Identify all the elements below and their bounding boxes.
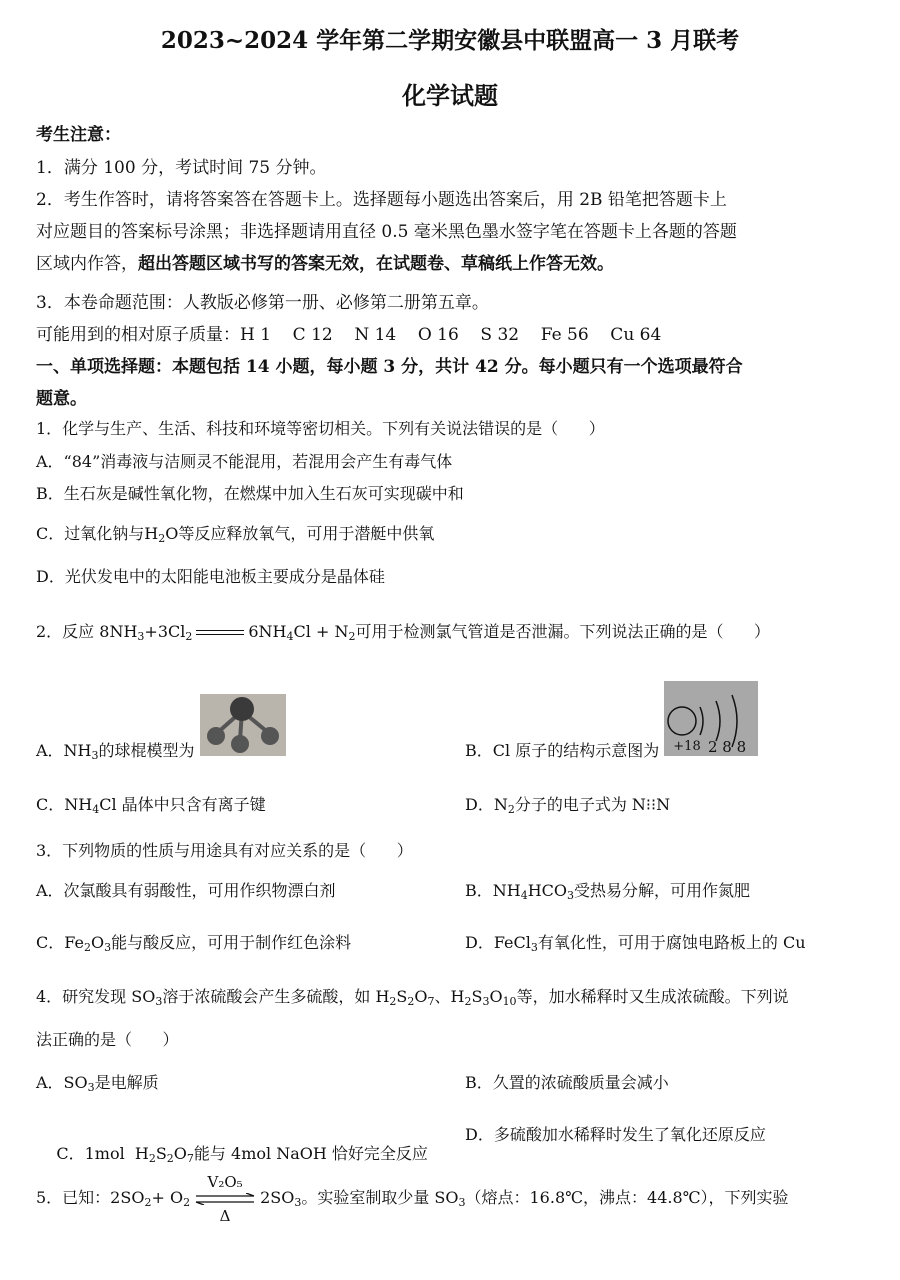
section-1-heading-line-1: 一、单项选择题：本题包括 14 小题，每小题 3 分，共计 42 分。每小题只有一个选项最符合 [36,357,743,377]
q4-c-text: C．1mol H [56,1144,149,1163]
notice-item-2-text: 区域内作答， [36,254,138,274]
q3-c-text: 能与酸反应，可用于制作红色涂料 [111,933,352,952]
q5-stem-part: 2SO [260,1188,295,1207]
q3-option-d [465,930,806,953]
q4-sub: 7 [427,995,435,1008]
notice-item-2-warning: 超出答题区域书写的答案无效，在试题卷、草稿纸上作答无效。 [138,254,614,274]
q3-stem: 3．下列物质的性质与用途具有对应关系的是（ ） [36,841,413,860]
q4-sub: 2 [407,995,415,1008]
q4-a-text: 是电解质 [94,1073,159,1092]
q3-option-b [465,878,750,901]
cl-atom-structure-image [664,681,758,788]
q3-sub: 2 [83,941,91,954]
cl-nucleus-label: +18 [673,739,701,754]
q2-b-text: B．Cl 原子的结构示意图为 [465,741,660,760]
reversible-arrow [194,1173,256,1225]
q3-c-text: O [90,933,105,952]
q2-sub: 3 [91,749,99,762]
q4-stem-part: O [489,987,503,1006]
q2-d-text: D．N [465,795,508,814]
q5-stem-part: 。实验室制取少量 SO [301,1188,459,1207]
q2-a-text: 的球棍模型为 [98,741,195,760]
notice-item-2-line-1: 2．考生作答时，请将答案答在答题卡上。选择题每小题选出答案后，用 2B 铅笔把答题卡上 [36,190,727,210]
q4-c-text: 能与 4mol NaOH 恰好完全反应 [193,1144,428,1163]
notice-heading: 考生注意： [36,125,121,145]
q3-d-text: 有氧化性，可用于腐蚀电路板上的 Cu [537,933,806,952]
q3-b-text: 受热易分解，可用作氮肥 [574,881,751,900]
q5-stem-part: （熔点：16.8℃，沸点：44.8℃），下列实验 [465,1188,789,1207]
q4-stem-part: 、H [434,987,465,1006]
q3-b-text: B．NH [465,881,521,900]
q4-sub: 2 [166,1152,174,1165]
q2-sub: 3 [137,630,145,643]
q3-sub: 4 [520,889,528,902]
q4-c-text: S [155,1144,167,1163]
q4-stem-part: 4．研究发现 SO [36,987,156,1006]
q2-sub: 2 [507,803,515,816]
q4-sub: 2 [148,1152,156,1165]
exam-title: 2023~2024 学年第二学期安徽县中联盟高一 3 月联考 [160,27,740,54]
q2-option-a [36,694,286,782]
q1-formula-o: O [165,524,179,543]
notice-item-2-line-2: 对应题目的答案标号涂黑；非选择题请用直径 0.5 毫米黑色墨水签字笔在答题卡上各题的答题 [36,222,737,242]
q4-a-text: A．SO [36,1073,88,1092]
q4-sub: 10 [502,995,517,1008]
q2-option-c [36,792,266,815]
q3-sub: 3 [104,941,112,954]
atomic-mass-list: 可能用到的相对原子质量：H 1 C 12 N 14 O 16 S 32 Fe 56 Cu 64 [36,325,662,345]
q4-sub: 3 [482,995,490,1008]
q1-formula-sub: 2 [158,532,166,545]
q2-c-text: C．NH [36,795,93,814]
cl-shell-electrons: 2 8 8 [708,738,747,756]
q1-option-d: D．光伏发电中的太阳能电池板主要成分是晶体硅 [36,567,385,586]
q4-option-a [36,1070,159,1093]
q4-stem-part: 溶于浓硫酸会产生多硫酸，如 H [162,987,390,1006]
q3-sub: 3 [567,889,575,902]
q4-stem-part: S [471,987,483,1006]
q3-c-text: C．Fe [36,933,84,952]
catalyst-label: V₂O₅ [207,1172,243,1191]
q2-d-text: 分子的电子式为 N⁝⁝N [514,795,671,814]
q4-option-d: D．多硫酸加水稀释时发生了氧化还原反应 [465,1125,766,1144]
q2-sub: 4 [286,630,294,643]
q3-b-text: HCO [527,881,568,900]
q4-stem-part: O [414,987,428,1006]
q2-stem-part: 6NH [248,622,287,641]
q4-stem-line-2: 法正确的是（ ） [36,1030,179,1049]
q3-sub: 3 [530,941,538,954]
q1-option-c [36,521,434,544]
q4-sub: 3 [155,995,163,1008]
ball-stick-model-image [200,694,286,782]
q2-option-d [465,792,670,815]
q5-stem-part: + O [151,1188,184,1207]
q2-sub: 4 [92,803,100,816]
q2-option-b [465,681,758,788]
q2-stem-part: 可用于检测氯气管道是否泄漏。下列说法正确的是（ ） [355,622,770,641]
q4-stem-part: S [396,987,408,1006]
q4-sub: 7 [186,1152,194,1165]
q1-option-c-rest: 等反应释放氧气，可用于潜艇中供氧 [178,524,435,543]
q2-stem-part: +3Cl [144,622,186,641]
q2-stem-part: 2．反应 8NH [36,622,138,641]
q5-sub: 3 [294,1196,302,1209]
q3-option-a: A．次氯酸具有弱酸性，可用作织物漂白剂 [36,881,336,900]
q2-stem-part: Cl + N [293,622,349,641]
section-1-heading-line-2: 题意。 [36,389,87,409]
q1-option-a: A．“84”消毒液与洁厕灵不能混用，若混用会产生有毒气体 [36,452,453,471]
exam-subject: 化学试题 [402,81,498,110]
q2-stem [36,619,770,642]
q4-c-text: O [173,1144,187,1163]
q3-option-c [36,930,351,953]
q1-option-c-text: C．过氧化钠与 [36,524,145,543]
notice-item-3: 3．本卷命题范围：人教版必修第一册、必修第二册第五章。 [36,293,489,313]
notice-item-1: 1．满分 100 分，考试时间 75 分钟。 [36,158,327,178]
equals-arrow [196,630,244,635]
q1-formula-h: H [144,524,159,543]
q4-stem-line-1 [36,984,789,1007]
q2-sub: 2 [348,630,356,643]
q4-stem-part: 等，加水稀释时又生成浓硫酸。下列说 [516,987,789,1006]
q5-stem [36,1172,789,1225]
q2-c-text: Cl 晶体中只含有离子键 [99,795,266,814]
q2-sub: 2 [185,630,193,643]
q4-sub: 2 [464,995,472,1008]
q1-option-b: B．生石灰是碱性氧化物，在燃煤中加入生石灰可实现碳中和 [36,484,464,503]
q5-stem-part: 5．已知：2SO [36,1188,145,1207]
q4-sub: 3 [87,1081,95,1094]
condition-label: Δ [219,1206,231,1225]
q4-sub: 2 [389,995,397,1008]
q5-sub: 3 [458,1196,466,1209]
q3-d-text: D．FeCl [465,933,531,952]
q2-a-text: A．NH [36,741,92,760]
q5-sub: 2 [144,1196,152,1209]
notice-item-2-line-3 [36,249,871,274]
q5-sub: 2 [183,1196,191,1209]
q4-option-b: B．久置的浓硫酸质量会减小 [465,1073,669,1092]
q1-stem: 1．化学与生产、生活、科技和环境等密切相关。下列有关说法错误的是（ ） [36,419,605,438]
